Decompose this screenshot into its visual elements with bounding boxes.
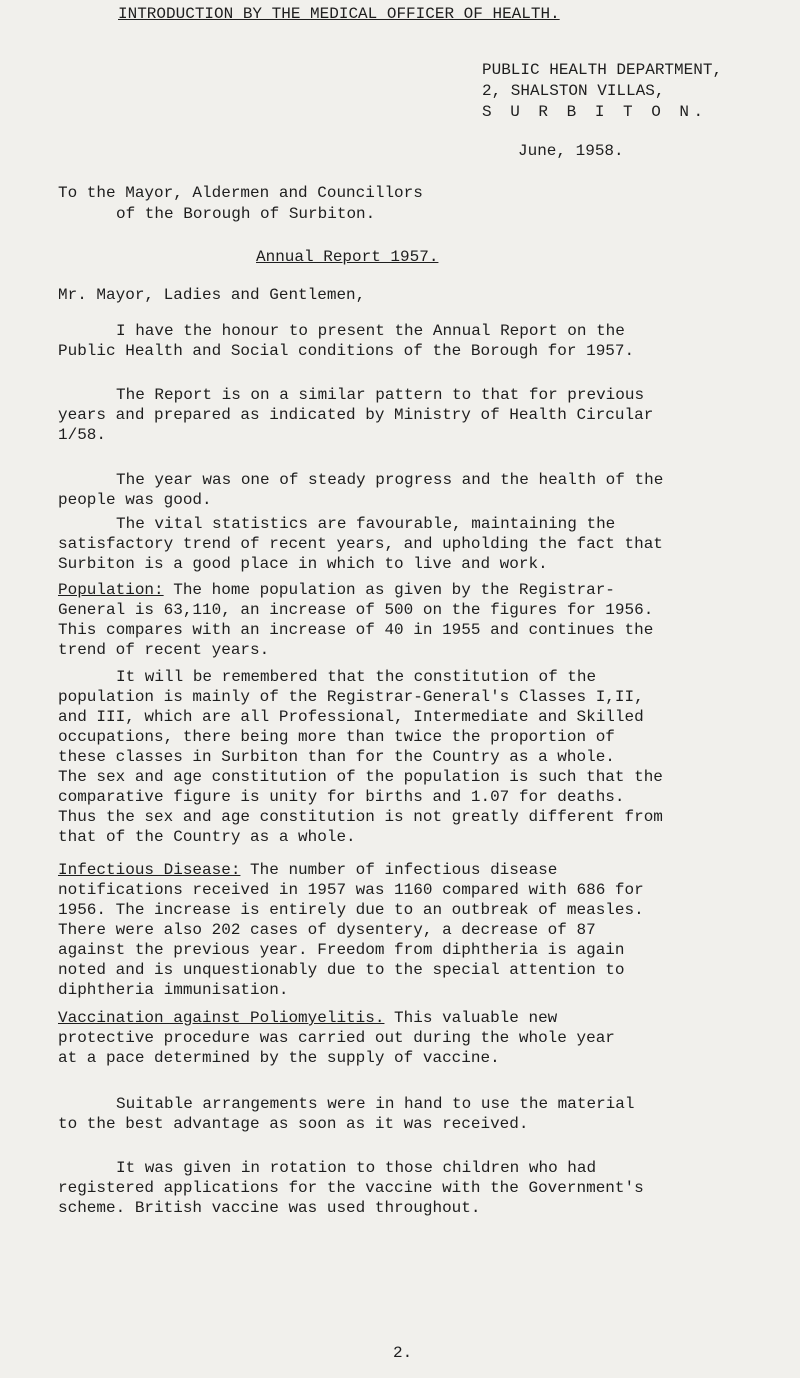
addressee-line-1: To the Mayor, Aldermen and Councillors bbox=[58, 184, 423, 202]
infectious-disease-label: Infectious Disease: bbox=[58, 861, 241, 879]
vaccination-label: Vaccination against Poliomyelitis. bbox=[58, 1009, 385, 1027]
addressee bbox=[58, 183, 423, 225]
vaccination-text: This valuable new protective procedure was carried out during the whole year at a pace determined by the supply of vaccine. bbox=[58, 1009, 615, 1067]
report-title: Annual Report 1957. bbox=[256, 248, 439, 266]
population-text: The home population as given by the Registrar- General is 63,110, an increase of 500 on the figures for 1956. This compares with an increase of 40 in 1955 and continues the trend of recent years. bbox=[58, 581, 654, 659]
paragraph-arrangements: Suitable arrangements were in hand to use the material to the best advantage as soon as it was received. bbox=[58, 1095, 635, 1133]
sender-address bbox=[482, 60, 722, 123]
addressee-line-2: of the Borough of Surbiton. bbox=[116, 205, 376, 223]
paragraph-infectious-disease bbox=[58, 860, 778, 1000]
paragraph-vital-statistics: The vital statistics are favourable, maintaining the satisfactory trend of recent years, and upholding the fact that Surbiton is a good place in which to live and work. bbox=[58, 515, 663, 573]
address-line-2: 2, SHALSTON VILLAS, bbox=[482, 82, 665, 100]
greeting: Mr. Mayor, Ladies and Gentlemen, bbox=[58, 286, 366, 304]
paragraph-population bbox=[58, 580, 778, 660]
paragraph-year-progress: The year was one of steady progress and the health of the people was good. bbox=[58, 471, 664, 509]
paragraph-report-pattern: The Report is on a similar pattern to that for previous years and prepared as indicated by Ministry of Health Circular 1/58. bbox=[58, 386, 654, 444]
address-line-3: S U R B I T O N. bbox=[482, 103, 708, 121]
paragraph-vaccination bbox=[58, 1008, 778, 1068]
population-label: Population: bbox=[58, 581, 164, 599]
document-heading: INTRODUCTION BY THE MEDICAL OFFICER OF HEALTH. bbox=[118, 5, 560, 23]
page-number: 2. bbox=[393, 1344, 413, 1362]
paragraph-intro: I have the honour to present the Annual Report on the Public Health and Social conditions of the Borough for 1957. bbox=[58, 322, 635, 360]
infectious-disease-text: The number of infectious disease notifications received in 1957 was 1160 compared with 686 for 1956. The increase is entirely due to an outbreak of measles. There were also 202 cases of dysentery, a decrease of 87 against the previous year. Freedom from diphtheria is again noted and is unquestionably due to the special attention to diphtheria immunisation. bbox=[58, 861, 644, 999]
paragraph-rotation: It was given in rotation to those children who had registered applications for the vaccine with the Government's scheme. British vaccine was used throughout. bbox=[58, 1159, 644, 1217]
letter-date: June, 1958. bbox=[518, 142, 624, 160]
paragraph-constitution: It will be remembered that the constitution of the population is mainly of the Registrar-General's Classes I,II, and III, which are all Professional, Intermediate and Skilled occupations, there being more than twice the proportion of these classes in Surbiton than for the Country as a whole. The sex and age constitution of the population is such that the comparative figure is unity for births and 1.07 for deaths. Thus the sex and age constitution is not greatly different from that of the Country as a whole. bbox=[58, 668, 663, 846]
address-line-1: PUBLIC HEALTH DEPARTMENT, bbox=[482, 61, 723, 79]
